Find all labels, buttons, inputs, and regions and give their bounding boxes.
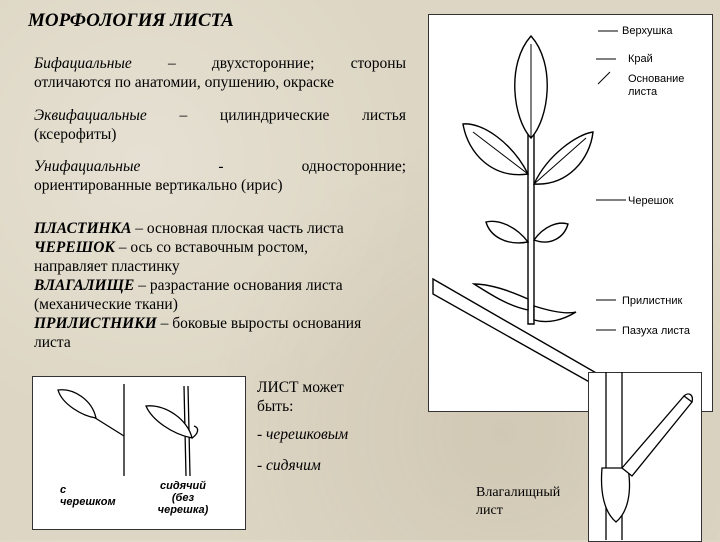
part-sheath-cont: (механические ткани) bbox=[34, 296, 178, 313]
def-unifacial-line2: ориентированные вертикально (ирис) bbox=[34, 177, 283, 194]
label-sheath-leaf: Влагалищный лист bbox=[476, 485, 561, 518]
def-bifacial bbox=[34, 54, 406, 92]
part-stipules: ПРИЛИСТНИКИ – боковые выросты основания bbox=[34, 315, 362, 332]
leaf-type-sessile: - сидячим bbox=[257, 457, 321, 474]
def-unifacial-sep: - bbox=[140, 158, 302, 175]
label-stipule: Прилистник bbox=[622, 295, 683, 307]
def-equifacial-sep: – bbox=[146, 107, 220, 124]
part-blade: ПЛАСТИНКА – основная плоская часть листа bbox=[34, 220, 344, 237]
def-unifacial-term: Унифациальные bbox=[34, 158, 141, 175]
def-bifacial-line1: двухсторонние; стороны bbox=[211, 55, 406, 72]
def-bifacial-sep: – bbox=[131, 55, 212, 72]
leaf-types-intro: ЛИСТ может быть: bbox=[257, 379, 344, 415]
part-sheath: ВЛАГАЛИЩЕ – разрастание основания листа bbox=[34, 277, 343, 294]
sheath-blade bbox=[622, 396, 692, 476]
label-petiole: Черешок bbox=[628, 195, 674, 207]
def-bifacial-term: Бифациальные bbox=[34, 55, 132, 72]
def-equifacial bbox=[34, 106, 406, 144]
label-margin: Край bbox=[628, 53, 653, 65]
left-lower-leaf bbox=[486, 221, 528, 243]
petiolate-leaf bbox=[58, 390, 96, 418]
def-unifacial-line1: односторонние; bbox=[301, 158, 406, 175]
stipule-left bbox=[474, 284, 528, 310]
stipule-right bbox=[534, 306, 576, 322]
right-lower-leaf bbox=[534, 223, 568, 242]
def-equifacial-line2: (ксерофиты) bbox=[34, 126, 117, 143]
def-unifacial bbox=[34, 157, 406, 195]
label-axil: Пазуха листа bbox=[622, 325, 690, 337]
leaf-type-petiolate: - черешковым bbox=[257, 426, 349, 443]
sheath-leaf-diagram bbox=[588, 372, 700, 540]
label-with-petiole: с черешком bbox=[60, 484, 116, 508]
label-base: Основание листа bbox=[628, 73, 685, 98]
leaf-parts bbox=[34, 219, 424, 352]
page-title: МОРФОЛОГИЯ ЛИСТА bbox=[28, 10, 234, 31]
part-stipules-cont: листа bbox=[34, 334, 71, 351]
stem bbox=[528, 134, 534, 324]
def-equifacial-line1: цилиндрические листья bbox=[219, 107, 406, 124]
def-bifacial-line2: отличаются по анатомии, опушению, окраске bbox=[34, 74, 334, 91]
label-sessile: сидячий (без черешка) bbox=[157, 480, 209, 516]
part-petiole-cont: направляет пластинку bbox=[34, 258, 180, 275]
part-petiole: ЧЕРЕШОК – ось со вставочным ростом, bbox=[34, 239, 309, 256]
label-apex: Верхушка bbox=[622, 25, 673, 37]
def-equifacial-term: Эквифациальные bbox=[34, 107, 147, 124]
